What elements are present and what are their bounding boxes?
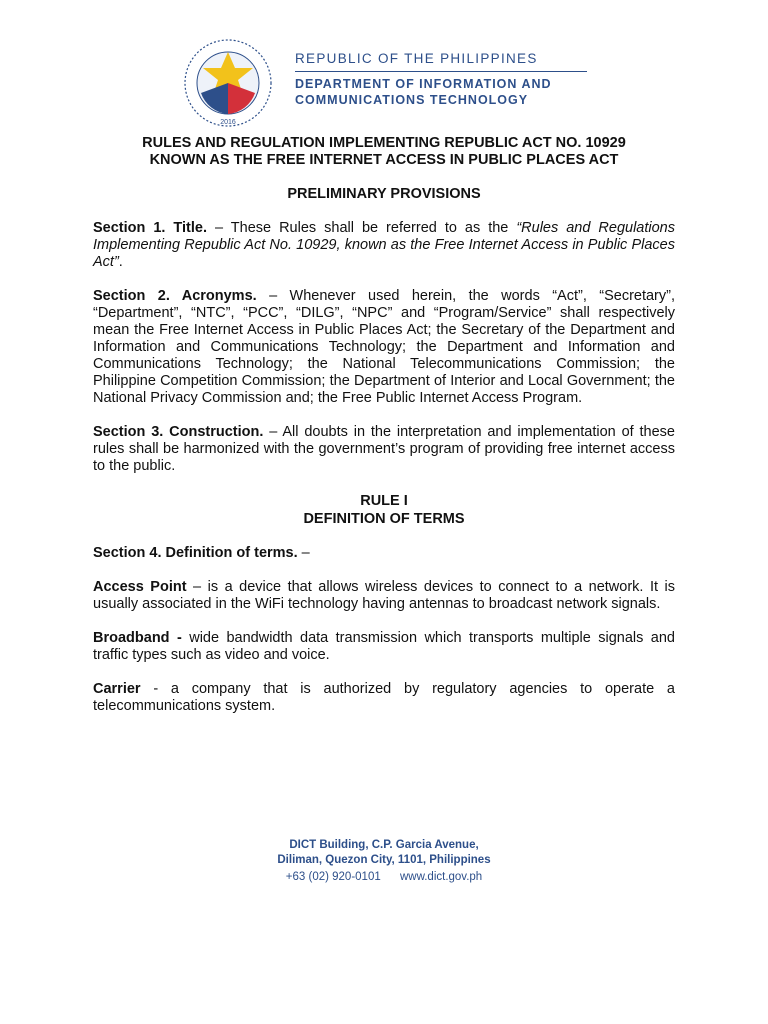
agency-name (295, 51, 587, 108)
section-3-text: – All doubts in the interpretation and implementation of these rules shall be harmonized with the government’s program of providing free internet access to the public. (93, 424, 676, 474)
section-4 (93, 545, 675, 562)
section-4-text: – (297, 545, 310, 561)
section-1-end: . (118, 254, 123, 270)
section-4-label: Section 4. Definition of terms. (93, 545, 298, 561)
section-1-text: – These Rules shall be referred to as the (207, 220, 517, 236)
footer-contact (0, 870, 768, 885)
section-1-label: Section 1. Title. (93, 220, 208, 236)
preliminary-heading: PRELIMINARY PROVISIONS (287, 186, 481, 202)
republic-label: REPUBLIC OF THE PHILIPPINES (295, 51, 538, 66)
dept-line-1: DEPARTMENT OF INFORMATION AND (295, 77, 552, 91)
section-3 (93, 424, 675, 475)
document-title-1: RULES AND REGULATION IMPLEMENTING REPUBLIC ACT NO. 10929 (142, 135, 626, 151)
definition-text: – is a device that allows wireless devices to connect to a network. It is usually associated in the WiFi technology having antennas to broadcast network signals. (93, 579, 675, 612)
definition-text: wide bandwidth data transmission which transports multiple signals and traffic types such as video and voice. (93, 630, 675, 663)
definition-term: Access Point (93, 579, 187, 595)
footer-phone: +63 (02) 920-0101 (285, 871, 381, 883)
definition-term: Carrier (93, 681, 141, 697)
definition-term: Broadband - (93, 630, 182, 646)
section-2 (93, 288, 675, 407)
document-body (93, 135, 675, 715)
rule-1-heading: RULE I (360, 493, 408, 509)
section-1 (93, 220, 675, 271)
letterhead (183, 38, 603, 126)
dept-line-2: COMMUNICATIONS TECHNOLOGY (295, 93, 529, 107)
footer-address-2: Diliman, Quezon City, 1101, Philippines (277, 854, 491, 866)
definition-text: - a company that is authorized by regulatory agencies to operate a telecommunications system. (93, 681, 675, 714)
dict-seal-logo (183, 38, 273, 128)
section-2-label: Section 2. Acronyms. (93, 288, 257, 304)
section-1-italic: “Rules and Regulations Implementing Republic Act No. 10929, known as the Free Internet Access in Public Places Act” (93, 220, 675, 270)
definition-broadband (93, 630, 675, 664)
footer-website-link[interactable]: www.dict.gov.ph (399, 871, 483, 883)
rule-1-subheading: DEFINITION OF TERMS (303, 511, 465, 527)
definition-access-point (93, 579, 675, 613)
section-2-text: – Whenever used herein, the words “Act”, “Secretary”, “Department”, “NTC”, “PCC”, “DILG”, “NPC” and “Program/Service” shall respectively mean the Free Internet Access in Public Places Act; the Secretary of the Department and Information and Communications Technology; the Department and Information and Communications Technology; the National Telecommunications Commission; the Philippine Competition Commission; the Department of Interior and Local Government; the National Privacy Commission and; the Free Public Internet Access Program. (93, 288, 675, 406)
section-3-label: Section 3. Construction. (93, 424, 264, 440)
definition-carrier (93, 681, 675, 715)
footer-address-1: DICT Building, C.P. Garcia Avenue, (289, 839, 479, 851)
header-divider (295, 71, 587, 72)
seal-year: 2016 (220, 119, 236, 126)
document-title-2: KNOWN AS THE FREE INTERNET ACCESS IN PUBLIC PLACES ACT (149, 152, 619, 168)
letterhead-footer (0, 838, 768, 885)
